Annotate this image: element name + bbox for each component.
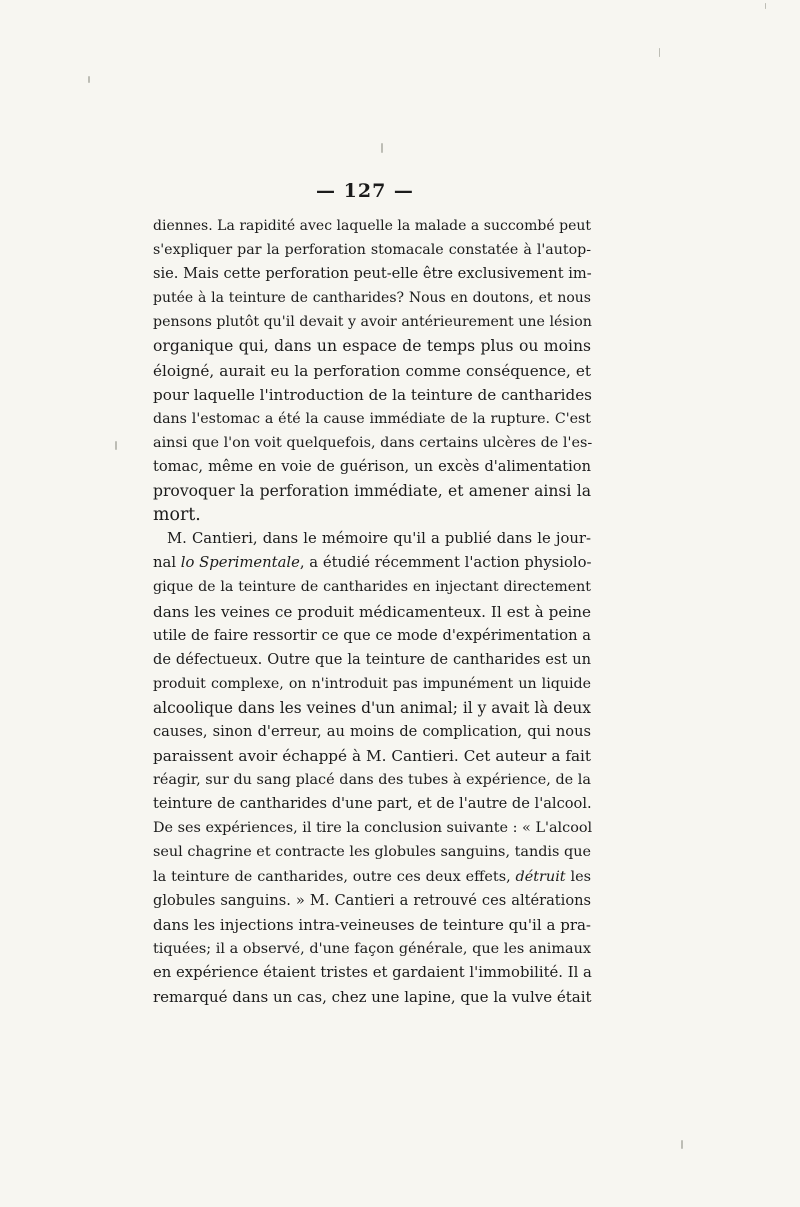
text-line: organique qui, dans un espace de temps plus ou moins bbox=[153, 337, 591, 356]
text-line: seul chagrine et contracte les globules sanguins, tandis que bbox=[153, 844, 591, 861]
scan-speck bbox=[88, 76, 90, 83]
text-line: sie. Mais cette perforation peut-elle être exclusivement im- bbox=[153, 265, 592, 283]
text-line: M. Cantieri, dans le mémoire qu'il a publié dans le jour- bbox=[167, 530, 591, 548]
text-line: putée à la teinture de cantharides? Nous en doutons, et nous bbox=[153, 290, 591, 307]
text-line: ainsi que l'on voit quelquefois, dans certains ulcères de l'es- bbox=[153, 434, 593, 451]
text-line bbox=[153, 551, 591, 575]
text-run: les bbox=[565, 868, 591, 885]
text-run: la teinture de cantharides, outre ces deux effets, bbox=[153, 868, 516, 885]
text-line: remarqué dans un cas, chez une lapine, que la vulve était bbox=[153, 988, 592, 1006]
page-number: — 127 — bbox=[316, 180, 414, 202]
text-line: éloigné, aurait eu la perforation comme conséquence, et bbox=[153, 361, 591, 380]
text-line: De ses expériences, il tire la conclusion suivante : « L'alcool bbox=[153, 820, 593, 837]
text-line: alcoolique dans les veines d'un animal; il y avait là deux bbox=[153, 698, 591, 717]
body-text bbox=[153, 214, 591, 1009]
text-line: de défectueux. Outre que la teinture de cantharides est un bbox=[153, 650, 591, 668]
text-line: dans l'estomac a été la cause immédiate de la rupture. C'est bbox=[153, 410, 591, 427]
text-line: gique de la teinture de cantharides en injectant directement bbox=[153, 579, 591, 596]
text-line: s'expliquer par la perforation stomacale constatée à l'autop- bbox=[153, 242, 591, 259]
text-line: paraissent avoir échappé à M. Cantieri. Cet auteur a fait bbox=[153, 747, 591, 766]
text-line: provoquer la perforation immédiate, et amener ainsi la bbox=[153, 482, 591, 501]
text-line: en expérience étaient tristes et gardaient l'immobilité. Il a bbox=[153, 963, 592, 981]
text-line: réagir, sur du sang placé dans des tubes à expérience, de la bbox=[153, 772, 591, 789]
text-line: causes, sinon d'erreur, au moins de complication, qui nous bbox=[153, 722, 591, 740]
text-line: diennes. La rapidité avec laquelle la malade a succombé peut bbox=[153, 218, 591, 234]
scan-speck bbox=[681, 1140, 683, 1149]
scan-speck bbox=[659, 48, 660, 57]
text-line: produit complexe, on n'introduit pas impunément un liquide bbox=[153, 675, 591, 692]
scan-speck bbox=[115, 441, 117, 450]
journal-title: lo Sperimentale bbox=[180, 554, 300, 572]
text-line: tiquées; il a observé, d'une façon générale, que les animaux bbox=[153, 940, 591, 957]
text-line: teinture de cantharides d'une part, et de l'autre de l'alcool. bbox=[153, 795, 592, 813]
text-line: globules sanguins. » M. Cantieri a retrouvé ces altérations bbox=[153, 891, 591, 909]
text-run: , a étudié récemment l'action physiolo- bbox=[299, 554, 592, 572]
text-line bbox=[153, 865, 591, 889]
text-line: pensons plutôt qu'il devait y avoir antérieurement une lésion bbox=[153, 314, 592, 331]
text-line: dans les veines ce produit médicamenteux. Il est à peine bbox=[153, 602, 591, 621]
text-line: pour laquelle l'introduction de la teinture de cantharides bbox=[153, 385, 592, 404]
scan-speck bbox=[765, 3, 766, 9]
scan-speck bbox=[381, 143, 383, 153]
text-line: dans les injections intra-veineuses de teinture qu'il a pra- bbox=[153, 915, 591, 934]
text-line: tomac, même en voie de guérison, un excès d'alimentation bbox=[153, 457, 591, 475]
text-line: mort. bbox=[153, 505, 201, 526]
emphasis-word: détruit bbox=[515, 868, 566, 885]
text-run: nal bbox=[153, 554, 181, 572]
text-line: utile de faire ressortir ce que ce mode d'expérimentation a bbox=[153, 626, 591, 644]
